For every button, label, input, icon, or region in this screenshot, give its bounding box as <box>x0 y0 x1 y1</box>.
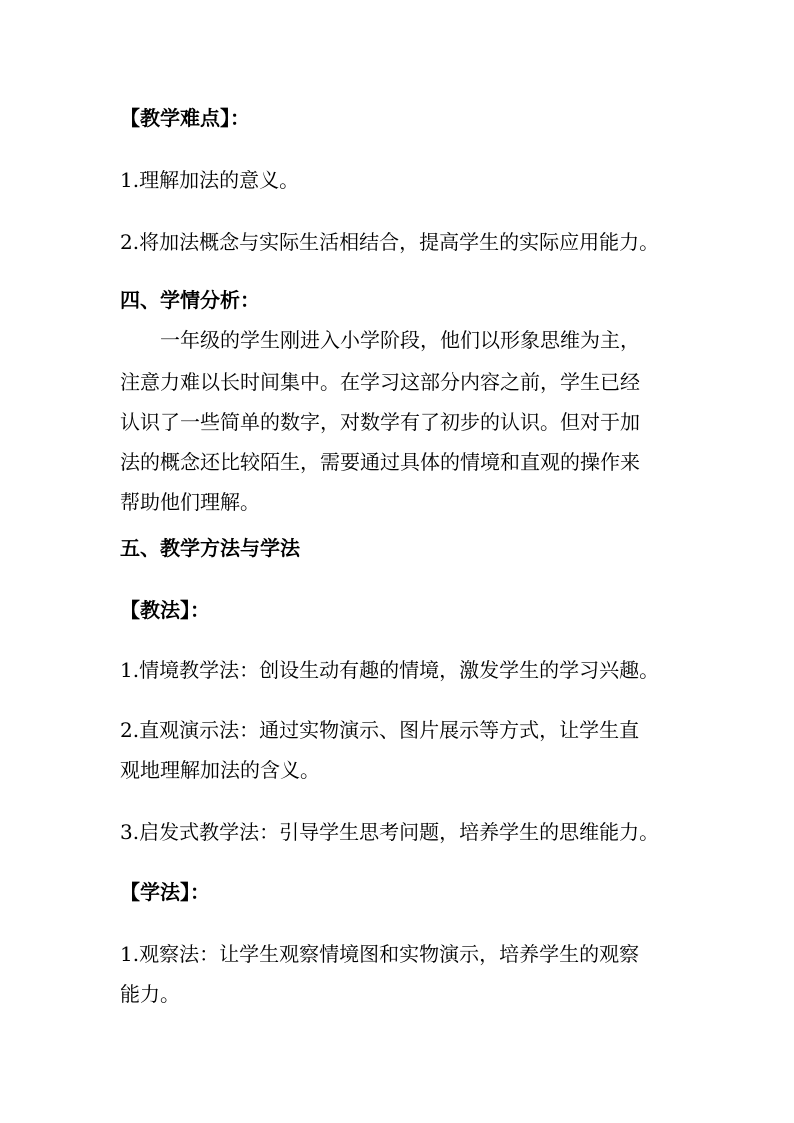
difficulty-heading: 【教学难点】： <box>120 106 250 130</box>
analysis-paragraph-line-2: 注意力难以长时间集中。在学习这部分内容之前，学生已经 <box>120 370 640 394</box>
teaching-method-2-line-2: 观地理解加法的含义。 <box>120 758 320 782</box>
methods-heading: 五、教学方法与学法 <box>120 536 300 560</box>
analysis-paragraph-line-3: 认识了一些简单的数字，对数学有了初步的认识。但对于加 <box>120 410 640 434</box>
learning-methods-heading: 【学法】： <box>120 880 210 904</box>
difficulty-item-2: 2.将加法概念与实际生活相结合，提高学生的实际应用能力。 <box>120 230 660 254</box>
analysis-paragraph-line-4: 法的概念还比较陌生，需要通过具体的情境和直观的操作来 <box>120 450 640 474</box>
learning-method-1-line-1: 1.观察法：让学生观察情境图和实物演示，培养学生的观察 <box>120 942 640 966</box>
analysis-heading: 四、学情分析： <box>120 288 260 312</box>
analysis-paragraph-line-5: 帮助他们理解。 <box>120 490 260 514</box>
teaching-method-1: 1.情境教学法：创设生动有趣的情境，激发学生的学习兴趣。 <box>120 658 660 682</box>
learning-method-1-line-2: 能力。 <box>120 982 180 1006</box>
difficulty-item-1: 1.理解加法的意义。 <box>120 168 300 192</box>
teaching-methods-heading: 【教法】： <box>120 598 210 622</box>
teaching-method-2-line-1: 2.直观演示法：通过实物演示、图片展示等方式，让学生直 <box>120 718 640 742</box>
analysis-paragraph-line-1: 一年级的学生刚进入小学阶段，他们以形象思维为主， <box>160 328 640 352</box>
teaching-method-3: 3.启发式教学法：引导学生思考问题，培养学生的思维能力。 <box>120 820 660 844</box>
